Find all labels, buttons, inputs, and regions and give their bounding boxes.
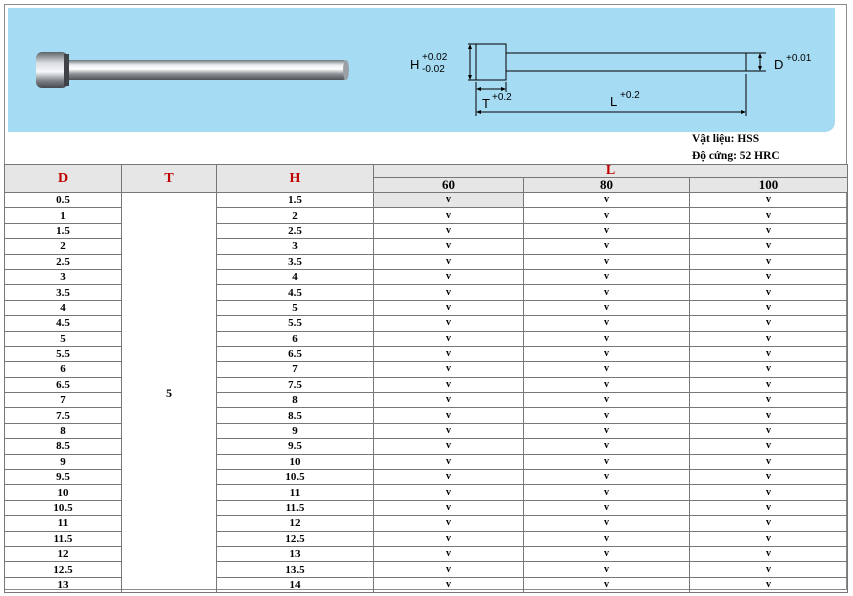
cell-h: 5 xyxy=(217,300,374,315)
cell-d: 3 xyxy=(5,269,122,284)
cell-l-60: v xyxy=(374,300,524,315)
cell-d: 7.5 xyxy=(5,408,122,423)
cell-l-100: v xyxy=(690,362,848,377)
cell-l-80: v xyxy=(524,362,690,377)
cell-l-80: v xyxy=(524,516,690,531)
cell-l-80: v xyxy=(524,393,690,408)
cell-l-100: v xyxy=(690,346,848,361)
cell-l-80: v xyxy=(524,239,690,254)
cell-l-60: v xyxy=(374,531,524,546)
cell-l-60: v xyxy=(374,316,524,331)
spec-table xyxy=(4,164,848,593)
cell-l-80: v xyxy=(524,300,690,315)
cell-t: 5 xyxy=(122,193,217,593)
spec-table-body xyxy=(5,193,848,593)
pin-shank xyxy=(66,60,346,80)
cell-l-60: v xyxy=(374,269,524,284)
cell-l-60: v xyxy=(374,285,524,300)
cell-l-60: v xyxy=(374,208,524,223)
cell-h: 8.5 xyxy=(217,408,374,423)
cell-l-60: v xyxy=(374,562,524,577)
cell-l-60: v xyxy=(374,193,524,208)
hardness-label: Độ cứng: 52 HRC xyxy=(692,150,780,162)
cell-l-80: v xyxy=(524,500,690,515)
cell-h: 9 xyxy=(217,423,374,438)
cell-d: 9 xyxy=(5,454,122,469)
cell-l-80: v xyxy=(524,346,690,361)
cell-h: 6 xyxy=(217,331,374,346)
cell-l-80: v xyxy=(524,562,690,577)
cell-l-100: v xyxy=(690,562,848,577)
cell-l-100: v xyxy=(690,300,848,315)
cell-l-100: v xyxy=(690,285,848,300)
cell-d: 10.5 xyxy=(5,500,122,515)
cell-d: 9.5 xyxy=(5,470,122,485)
cell-h: 4 xyxy=(217,269,374,284)
cell-l-60: v xyxy=(374,500,524,515)
cell-d: 1.5 xyxy=(5,223,122,238)
cell-l-100: v xyxy=(690,393,848,408)
cell-l-80: v xyxy=(524,331,690,346)
ejector-pin-photo xyxy=(26,46,356,96)
cell-l-80: v xyxy=(524,377,690,392)
cell-l-80: v xyxy=(524,193,690,208)
cell-d: 5 xyxy=(5,331,122,346)
cell-l-100: v xyxy=(690,331,848,346)
cell-h: 5.5 xyxy=(217,316,374,331)
cell-l-100: v xyxy=(690,377,848,392)
cell-l-100: v xyxy=(690,423,848,438)
col-header-l-100: 100 xyxy=(690,178,848,193)
cell-l-60: v xyxy=(374,439,524,454)
h-label: H xyxy=(410,57,420,72)
cell-h: 12 xyxy=(217,516,374,531)
cell-l-80: v xyxy=(524,531,690,546)
d-label: D xyxy=(774,57,784,72)
cell-l-60: v xyxy=(374,362,524,377)
cell-l-100: v xyxy=(690,223,848,238)
cell-l-80: v xyxy=(524,223,690,238)
cell-l-60: v xyxy=(374,254,524,269)
cell-h: 9.5 xyxy=(217,439,374,454)
cell-l-80: v xyxy=(524,439,690,454)
cell-l-100: v xyxy=(690,408,848,423)
h-tol-minus: -0.02 xyxy=(422,64,445,75)
col-header-d: D xyxy=(5,165,122,193)
cell-h: 12.5 xyxy=(217,531,374,546)
cell-l-60: v xyxy=(374,393,524,408)
cell-l-80: v xyxy=(524,485,690,500)
cell-h: 3 xyxy=(217,239,374,254)
cell-l-80: v xyxy=(524,454,690,469)
cell-d: 13 xyxy=(5,577,122,592)
cell-l-100: v xyxy=(690,269,848,284)
pin-head xyxy=(36,52,68,88)
table-row xyxy=(5,193,848,208)
cell-h: 13.5 xyxy=(217,562,374,577)
col-header-t: T xyxy=(122,165,217,193)
cell-h: 8 xyxy=(217,393,374,408)
cell-h: 6.5 xyxy=(217,346,374,361)
cell-l-80: v xyxy=(524,316,690,331)
cell-d: 10 xyxy=(5,485,122,500)
cell-d: 0.5 xyxy=(5,193,122,208)
cell-d: 12.5 xyxy=(5,562,122,577)
cell-d: 2 xyxy=(5,239,122,254)
cell-d: 7 xyxy=(5,393,122,408)
col-header-l: L xyxy=(374,165,848,178)
cell-l-60: v xyxy=(374,516,524,531)
cell-d: 12 xyxy=(5,546,122,561)
cell-l-100: v xyxy=(690,254,848,269)
col-header-l-60: 60 xyxy=(374,178,524,193)
cell-l-100: v xyxy=(690,485,848,500)
cell-l-80: v xyxy=(524,408,690,423)
l-tol: +0.2 xyxy=(620,90,640,101)
cell-d: 1 xyxy=(5,208,122,223)
cell-l-60: v xyxy=(374,346,524,361)
cell-l-60: v xyxy=(374,470,524,485)
cell-l-100: v xyxy=(690,439,848,454)
col-header-h: H xyxy=(217,165,374,193)
cell-l-100: v xyxy=(690,470,848,485)
cell-l-100: v xyxy=(690,454,848,469)
cell-l-60: v xyxy=(374,377,524,392)
cell-l-100: v xyxy=(690,500,848,515)
cell-h: 2 xyxy=(217,208,374,223)
cell-l-60: v xyxy=(374,423,524,438)
cell-d: 11.5 xyxy=(5,531,122,546)
dimension-diagram xyxy=(398,38,835,128)
cell-d: 5.5 xyxy=(5,346,122,361)
cell-l-80: v xyxy=(524,285,690,300)
cell-l-80: v xyxy=(524,577,690,592)
cell-l-100: v xyxy=(690,531,848,546)
cell-l-100: v xyxy=(690,193,848,208)
cell-l-100: v xyxy=(690,546,848,561)
cell-h: 11 xyxy=(217,485,374,500)
cell-l-80: v xyxy=(524,423,690,438)
cell-l-60: v xyxy=(374,331,524,346)
cell-h: 7 xyxy=(217,362,374,377)
cell-l-60: v xyxy=(374,239,524,254)
cell-l-60: v xyxy=(374,408,524,423)
cell-l-100: v xyxy=(690,516,848,531)
cell-l-100: v xyxy=(690,577,848,592)
cell-d: 8.5 xyxy=(5,439,122,454)
cell-l-100: v xyxy=(690,316,848,331)
cell-d: 4.5 xyxy=(5,316,122,331)
cell-l-60: v xyxy=(374,454,524,469)
cell-h: 2.5 xyxy=(217,223,374,238)
cell-h: 7.5 xyxy=(217,377,374,392)
cell-l-80: v xyxy=(524,254,690,269)
cell-d: 2.5 xyxy=(5,254,122,269)
cell-l-60: v xyxy=(374,546,524,561)
t-label: T xyxy=(482,96,490,111)
cell-h: 1.5 xyxy=(217,193,374,208)
material-label: Vật liệu: HSS xyxy=(692,133,760,145)
cell-d: 11 xyxy=(5,516,122,531)
cell-l-60: v xyxy=(374,577,524,592)
cell-h: 10.5 xyxy=(217,470,374,485)
cell-h: 14 xyxy=(217,577,374,592)
cell-h: 3.5 xyxy=(217,254,374,269)
cell-l-80: v xyxy=(524,269,690,284)
cell-l-100: v xyxy=(690,239,848,254)
cell-d: 3.5 xyxy=(5,285,122,300)
cell-l-60: v xyxy=(374,223,524,238)
cell-d: 4 xyxy=(5,300,122,315)
cell-l-60: v xyxy=(374,485,524,500)
cell-d: 8 xyxy=(5,423,122,438)
h-tol-plus: +0.02 xyxy=(422,52,448,63)
cell-h: 4.5 xyxy=(217,285,374,300)
cell-l-80: v xyxy=(524,470,690,485)
product-banner xyxy=(8,8,835,132)
cell-l-80: v xyxy=(524,208,690,223)
cell-d: 6 xyxy=(5,362,122,377)
d-tol: +0.01 xyxy=(786,53,812,64)
cell-h: 13 xyxy=(217,546,374,561)
l-label: L xyxy=(610,94,618,109)
t-tol: +0.2 xyxy=(492,92,512,103)
cell-d: 6.5 xyxy=(5,377,122,392)
cell-l-100: v xyxy=(690,208,848,223)
cell-h: 11.5 xyxy=(217,500,374,515)
col-header-l-80: 80 xyxy=(524,178,690,193)
cell-l-80: v xyxy=(524,546,690,561)
cell-h: 10 xyxy=(217,454,374,469)
